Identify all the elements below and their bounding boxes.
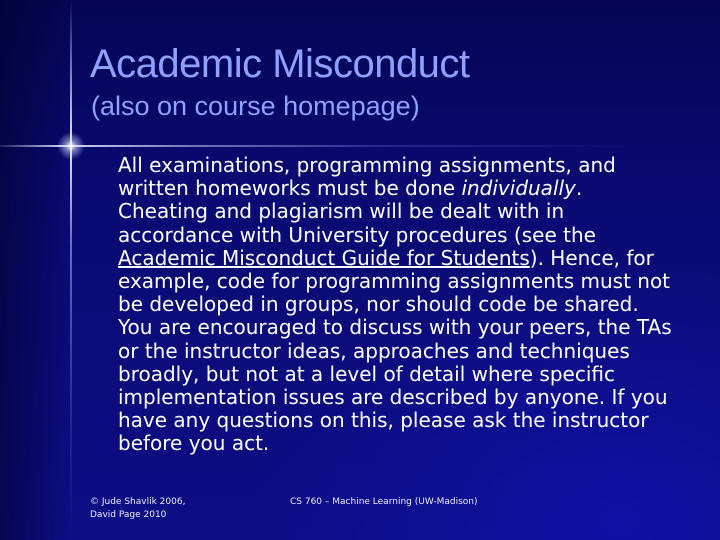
misconduct-guide-link[interactable]: Academic Misconduct Guide for Students (118, 245, 530, 270)
body-intro: All examinations, programming assignments, and written homeworks must be done (118, 153, 616, 201)
footer-copyright (90, 496, 240, 522)
body-rest: ). Hence, for example, code for programming assignments must not be developed in groups, nor should code be shared. You are encouraged to discuss with your peers, the TAs or the instructor ideas, approaches and techniques broadly, but not at a level of detail where specific implementation issues are described by anyone. If you have any questions on this, please ask the instructor before you act. (118, 245, 672, 456)
footer-copyright-line-1: © Jude Shavlik 2006, (90, 497, 186, 507)
body-after-emphasis: . Cheating and plagiarism will be dealt with in accordance with University procedures (see the (118, 176, 596, 247)
footer-copyright-line-2: David Page 2010 (90, 510, 167, 520)
body-emphasis: individually (461, 176, 576, 201)
slide-title: Academic Misconduct (90, 42, 470, 86)
left-shade (0, 0, 70, 540)
slide-subtitle: (also on course homepage) (91, 91, 420, 121)
light-flare-icon (57, 132, 85, 160)
body-paragraph (118, 154, 676, 456)
footer-course: CS 760 – Machine Learning (UW-Madison) (290, 497, 478, 507)
vertical-accent-line (70, 0, 72, 540)
horizontal-accent-line (0, 145, 640, 147)
